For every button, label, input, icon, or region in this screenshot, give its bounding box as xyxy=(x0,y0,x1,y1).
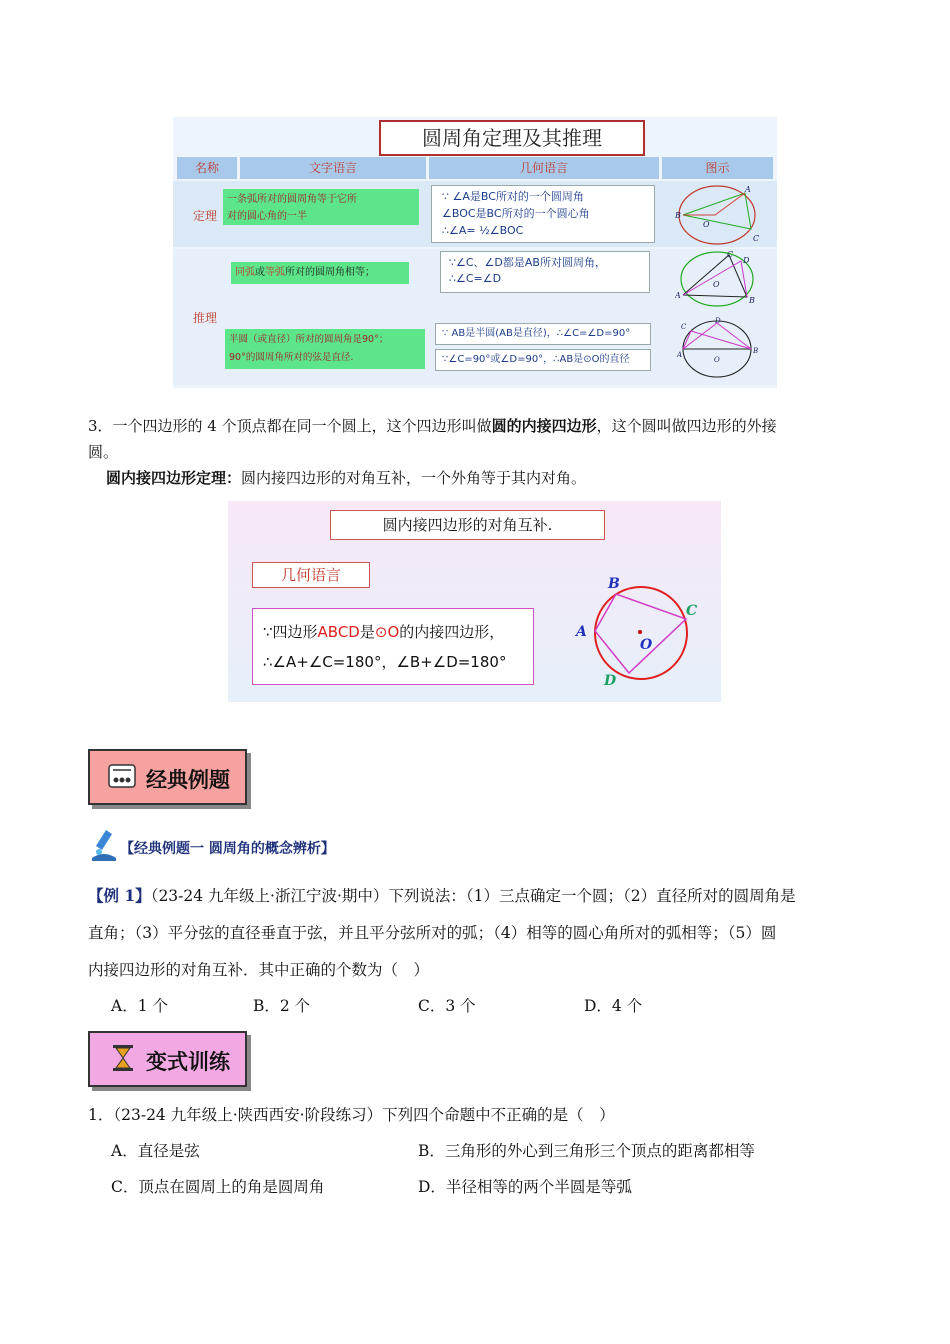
label-d: D xyxy=(604,673,617,689)
theorem-geo xyxy=(431,185,655,243)
corollary-word-or: 或 xyxy=(255,267,265,278)
center-dot xyxy=(638,630,642,634)
angle-d xyxy=(683,323,751,349)
label-d: D xyxy=(743,256,750,265)
chords xyxy=(683,193,751,229)
para3-term: 圆的内接四边形 xyxy=(491,417,597,435)
label-a: A xyxy=(745,185,751,194)
corollary-geo1-line2: ∴∠C=∠D xyxy=(449,272,502,285)
corollary-geo1-line1: ∵∠C、∠D都是AB所对圆周角， xyxy=(449,256,606,269)
example-1-line2: 直角；（3）平分弦的直径垂直于弦，并且平分弦所对的弧；（4）相等的圆心角所对的弧相等；（5）圆 xyxy=(88,924,777,942)
option-a: A．1 个 xyxy=(111,997,168,1015)
banner-classic-examples xyxy=(88,749,247,805)
theorem-text-line2: 对的圆心角的一半 xyxy=(227,211,307,222)
example-tag: 【例 1】 xyxy=(88,886,151,905)
row-theorem-name: 定理 xyxy=(193,209,218,223)
corollary-geo1 xyxy=(440,251,650,293)
angle-c xyxy=(683,331,751,349)
corollary-text2 xyxy=(225,329,425,369)
corollary-geo2: ∵ AB是半圆(AB是直径)，∴∠C=∠D=90° xyxy=(435,323,651,345)
paragraph-3 xyxy=(88,414,878,438)
label-c: C xyxy=(753,234,760,243)
theorem-label: 圆内接四边形定理： xyxy=(106,469,242,487)
row-corollary-name: 推理 xyxy=(193,311,218,325)
corollary-geo3: ∵∠C=90°或∠D=90°，∴AB是⊙O的直径 xyxy=(435,349,651,371)
theorem-text: 圆内接四边形的对角互补，一个外角等于其内对角。 xyxy=(241,469,587,487)
label-a: A xyxy=(675,291,681,300)
header-text: 文字语言 xyxy=(240,157,426,179)
corollary-text1 xyxy=(231,262,409,284)
header-name: 名称 xyxy=(177,157,237,179)
label-c: C xyxy=(681,323,687,331)
option-d: D．4 个 xyxy=(584,997,643,1015)
label-c: C xyxy=(727,250,734,259)
section-heading: 【经典例题一 圆周角的概念辨析】 xyxy=(120,841,335,857)
header-figure: 图示 xyxy=(662,157,773,179)
theorem-text-line1: 一条弧所对的圆周角等于它所 xyxy=(227,194,357,205)
label-a: A xyxy=(576,624,587,640)
theorem-circle-diagram xyxy=(673,183,763,247)
banner-variant-training xyxy=(88,1031,247,1087)
para3-text-a: 3．一个四边形的 4 个顶点都在同一个圆上，这个四边形叫做 xyxy=(88,417,492,435)
label-b: B xyxy=(753,347,759,355)
figure-title: 圆周角定理及其推理 xyxy=(379,120,645,156)
label-o: O xyxy=(713,280,720,289)
geo-line2: ∴∠A+∠C=180°，∠B+∠D=180° xyxy=(263,653,507,671)
cyclic-quad-figure xyxy=(228,501,721,702)
newton-cradle-icon xyxy=(108,764,136,788)
geo-line1-e: 的内接四边形， xyxy=(399,623,505,641)
microscope-icon xyxy=(88,828,120,862)
corollary-circle-diagram xyxy=(675,249,761,309)
practice-option-d: D．半径相等的两个半圆是等弧 xyxy=(418,1178,632,1196)
cyclic-quad-diagram xyxy=(574,573,704,691)
para3-text-c: ，这个圆叫做四边形的外接 xyxy=(596,417,777,435)
figure-title: 圆内接四边形的对角互补. xyxy=(330,510,605,540)
triangle-d xyxy=(683,261,747,297)
paragraph-3-cont: 圆。 xyxy=(88,443,119,461)
geo-line1-abcd: ABCD xyxy=(317,623,360,641)
practice-option-c: C．顶点在圆周上的角是圆周角 xyxy=(111,1178,325,1196)
theorem-text xyxy=(223,189,419,225)
example-1-line1 xyxy=(88,884,888,908)
corollary-text2-line2: 90°的圆周角所对的弦是直径. xyxy=(229,352,354,363)
practice-option-b: B．三角形的外心到三角形三个顶点的距离都相等 xyxy=(418,1142,755,1160)
geo-statement xyxy=(252,608,534,685)
theorem-geo-line3: ∴∠A= ½∠BOC xyxy=(442,224,524,237)
example-1-line3: 内接四边形的对角互补．其中正确的个数为（ ） xyxy=(88,961,430,979)
practice-1-question: 1．（23-24 九年级上·陕西西安·阶段练习）下列四个命题中不正确的是（ ） xyxy=(88,1106,615,1124)
example-1-text1: （23-24 九年级上·浙江宁波·期中）下列说法：（1）三点确定一个圆；（2）直径所对的圆周角是 xyxy=(150,887,796,905)
banner-label: 变式训练 xyxy=(146,1050,230,1074)
header-geo: 几何语言 xyxy=(429,157,659,179)
geo-line1-a: ∵四边形 xyxy=(263,623,318,641)
option-b: B．2 个 xyxy=(253,997,311,1015)
hourglass-icon xyxy=(112,1044,134,1072)
label-b: B xyxy=(608,576,620,592)
label-a: A xyxy=(677,351,683,359)
label-b: B xyxy=(749,296,755,305)
practice-option-a: A．直径是弦 xyxy=(111,1142,200,1160)
label-c: C xyxy=(686,603,698,619)
theorem-statement xyxy=(106,466,586,490)
theorem-geo-line1: ∵ ∠A是BC所对的一个圆周角 xyxy=(442,190,584,203)
label-o: O xyxy=(640,637,653,653)
banner-label: 经典例题 xyxy=(146,768,230,792)
corollary-word-equal-arc: 等弧 xyxy=(265,267,285,278)
theorem-table-figure xyxy=(173,117,777,388)
corollary-text2-line1: 半圆（或直径）所对的圆周角是90°； xyxy=(229,334,389,345)
label-o: O xyxy=(714,356,720,364)
corollary-word-same-arc: 同弧 xyxy=(235,267,255,278)
semicircle-diagram xyxy=(677,317,761,383)
label-d: D xyxy=(715,317,721,325)
geo-line1 xyxy=(263,617,523,647)
corollary-text1-rest: 所对的圆周角相等； xyxy=(285,267,375,278)
figure-subtitle: 几何语言 xyxy=(252,562,370,588)
geo-line1-circle: ⊙O xyxy=(374,623,400,641)
theorem-geo-line2: ∠BOC是BC所对的一个圆心角 xyxy=(442,207,590,220)
geo-line1-c: 是 xyxy=(359,623,375,641)
label-o: O xyxy=(703,220,710,229)
option-c: C．3 个 xyxy=(418,997,476,1015)
label-b: B xyxy=(675,211,681,220)
